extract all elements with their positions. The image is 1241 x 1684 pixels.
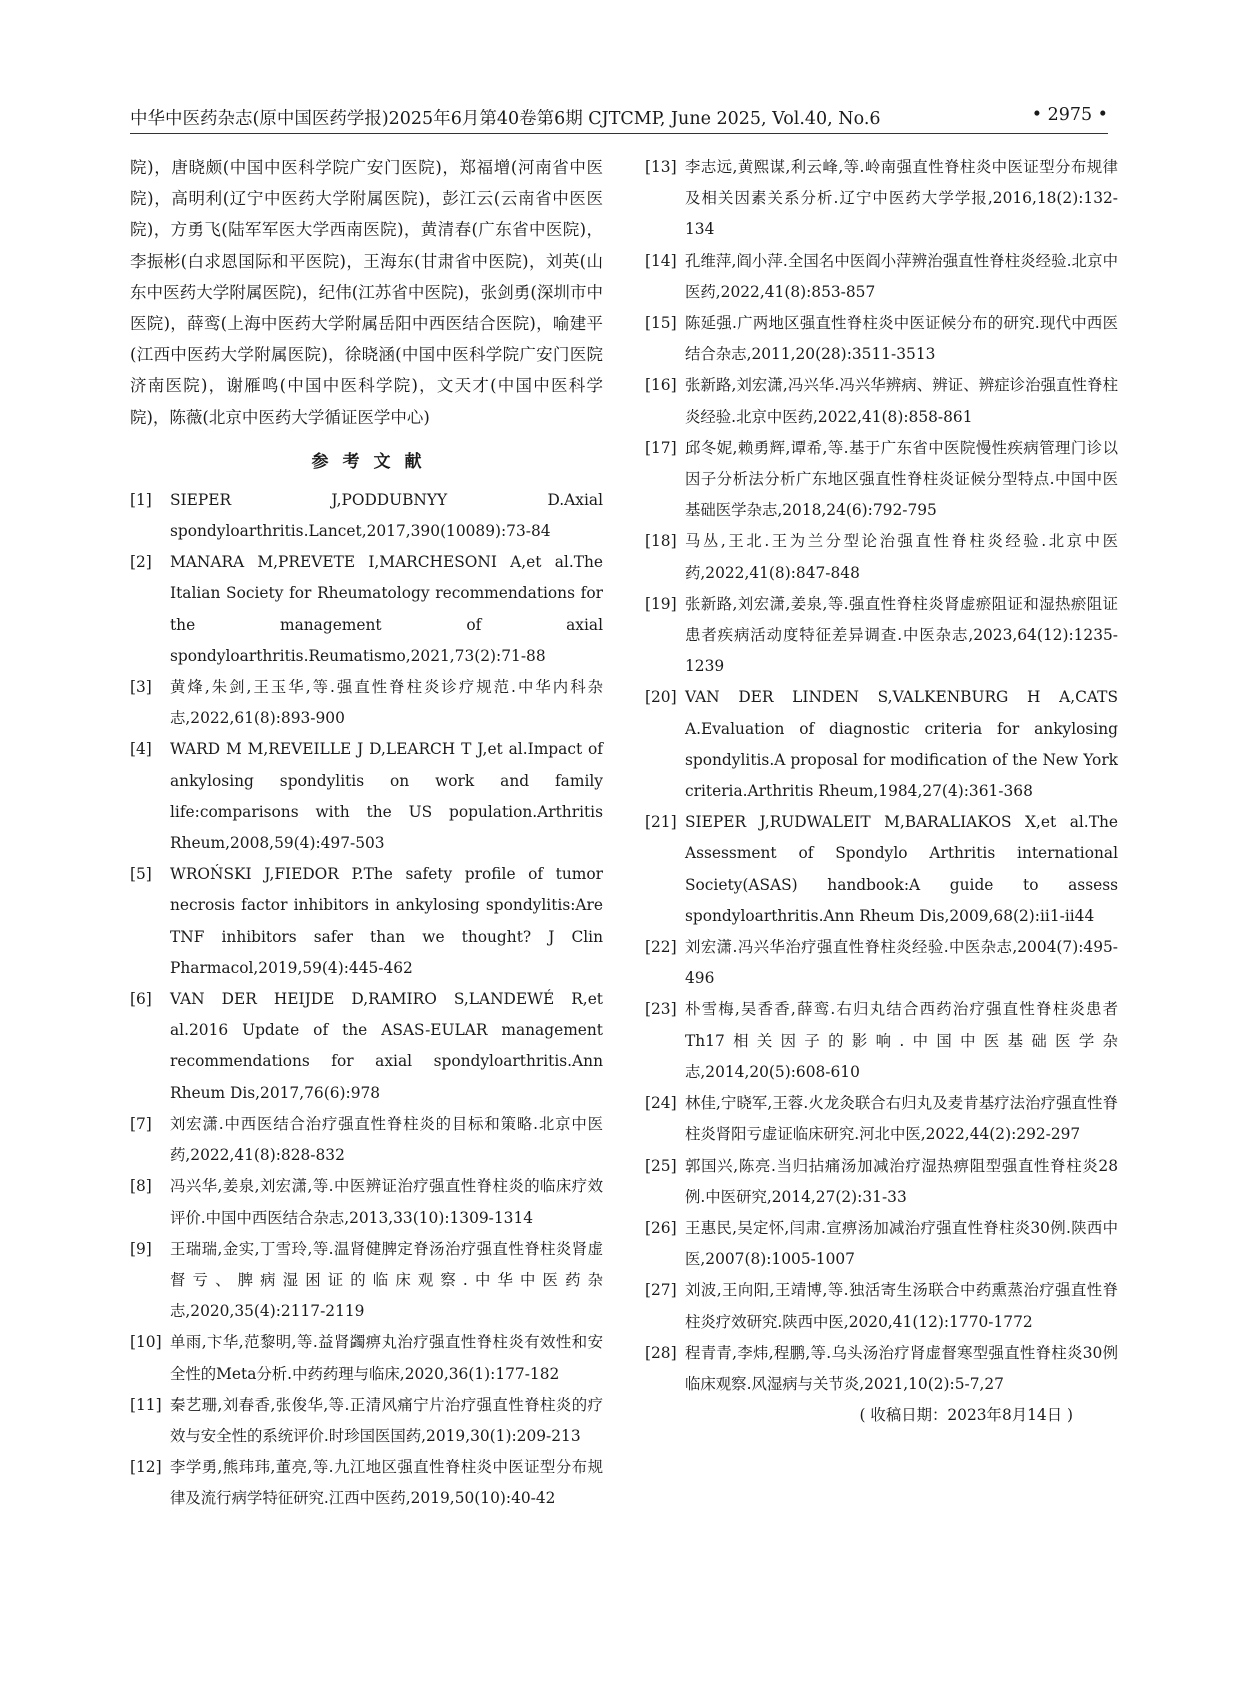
reference-text: 马丛,王北.王为兰分型论治强直性脊柱炎经验.北京中医药,2022,41(8):847-848 xyxy=(685,532,1118,582)
right-column xyxy=(645,152,1118,1431)
reference-text: 刘宏潇.冯兴华治疗强直性脊柱炎经验.中医杂志,2004(7):495-496 xyxy=(685,938,1118,988)
page-number: • 2975 • xyxy=(1031,105,1108,125)
reference-text: 张新路,刘宏潇,姜泉,等.强直性脊柱炎肾虚瘀阻证和湿热瘀阻证患者疾病活动度特征差异调查.中医杂志,2023,64(12):1235-1239 xyxy=(685,594,1118,676)
reference-number: [6] xyxy=(130,990,152,1009)
reference-text: VAN DER LINDEN S,VALKENBURG H A,CATS A.Evaluation of diagnostic criteria for ankylosing spondylitis.A proposal for modification of the New York criteria.Arthritis Rheum,1984,27(4):361-368 xyxy=(685,688,1118,801)
reference-text: SIEPER J,PODDUBNYY D.Axial spondyloarthritis.Lancet,2017,390(10089):73-84 xyxy=(170,490,603,541)
reference-item xyxy=(130,734,603,859)
reference-item xyxy=(645,682,1118,807)
reference-text: 李志远,黄熙谋,利云峰,等.岭南强直性脊柱炎中医证型分布规律及相关因素关系分析.辽宁中医药大学学报,2016,18(2):132-134 xyxy=(685,158,1118,239)
reference-number: [9] xyxy=(130,1239,152,1258)
reference-number: [7] xyxy=(130,1114,152,1133)
reference-item xyxy=(645,1275,1118,1337)
reference-number: [24] xyxy=(645,1094,677,1113)
reference-number: [5] xyxy=(130,865,152,884)
left-column xyxy=(130,152,603,1515)
reference-number: [20] xyxy=(645,688,677,707)
reference-text: 孔维萍,阎小萍.全国名中医阎小萍辨治强直性脊柱炎经验.北京中医药,2022,41(8):853-857 xyxy=(685,251,1118,301)
reference-text: 王瑞瑞,金实,丁雪玲,等.温肾健脾定脊汤治疗强直性脊柱炎肾虚督亏、脾病湿困证的临床观察.中华中医药杂志,2020,35(4):2117-2119 xyxy=(170,1239,603,1321)
reference-text: WARD M M,REVEILLE J D,LEARCH T J,et al.Impact of ankylosing spondylitis on work and family life:comparisons with the US population.Arthritis Rheum,2008,59(4):497-503 xyxy=(170,740,603,853)
reference-text: 郭国兴,陈亮.当归拈痛汤加减治疗湿热痹阻型强直性脊柱炎28例.中医研究,2014,27(2):31-33 xyxy=(685,1156,1118,1206)
reference-item xyxy=(645,589,1118,683)
reference-item xyxy=(645,152,1118,246)
reference-number: [1] xyxy=(130,490,152,509)
reference-item xyxy=(130,485,603,547)
reference-text: 张新路,刘宏潇,冯兴华.冯兴华辨病、辨证、辨症诊治强直性脊柱炎经验.北京中医药,2022,41(8):858-861 xyxy=(685,376,1118,426)
reference-text: 王惠民,吴定怀,闫肃.宣痹汤加减治疗强直性脊柱炎30例.陕西中医,2007(8):1005-1007 xyxy=(685,1218,1118,1269)
reference-text: MANARA M,PREVETE I,MARCHESONI A,et al.The Italian Society for Rheumatology recommendations for the management of axial spondyloarthritis.Reumatismo,2021,73(2):71-88 xyxy=(170,553,603,665)
reference-item xyxy=(645,1338,1118,1400)
page-header xyxy=(130,101,1108,131)
reference-text: 林佳,宁晓军,王蓉.火龙灸联合右归丸及麦肯基疗法治疗强直性脊柱炎肾阳亏虚证临床研究.河北中医,2022,44(2):292-297 xyxy=(685,1094,1118,1144)
reference-text: 陈延强.广两地区强直性脊柱炎中医证候分布的研究.现代中西医结合杂志,2011,20(28):3511-3513 xyxy=(685,314,1118,364)
reference-number: [26] xyxy=(645,1218,677,1237)
reference-item xyxy=(130,984,603,1109)
reference-text: SIEPER J,RUDWALEIT M,BARALIAKOS X,et al.The Assessment of Spondylo Arthritis international Society(ASAS) handbook:A guide to assess spondyloarthritis.Ann Rheum Dis,2009,68(2):ii1-ii44 xyxy=(685,813,1118,925)
reference-number: [8] xyxy=(130,1177,152,1196)
reference-number: [17] xyxy=(645,438,677,457)
reference-text: 冯兴华,姜泉,刘宏潇,等.中医辨证治疗强直性脊柱炎的临床疗效评价.中国中西医结合杂志,2013,33(10):1309-1314 xyxy=(170,1177,603,1227)
reference-number: [3] xyxy=(130,678,152,697)
reference-number: [10] xyxy=(130,1333,162,1352)
header-rule xyxy=(130,133,1108,134)
reference-text: 刘波,王向阳,王靖博,等.独活寄生汤联合中药熏蒸治疗强直性脊柱炎疗效研究.陕西中医,2020,41(12):1770-1772 xyxy=(685,1281,1118,1331)
reference-item xyxy=(645,807,1118,932)
reference-number: [21] xyxy=(645,813,677,832)
reference-number: [28] xyxy=(645,1343,677,1362)
reference-number: [25] xyxy=(645,1156,677,1175)
reference-number: [23] xyxy=(645,1000,677,1019)
reference-number: [12] xyxy=(130,1458,162,1477)
references-heading: 参考文献 xyxy=(311,451,436,472)
reference-item xyxy=(130,1109,603,1171)
reference-item xyxy=(130,859,603,984)
acknowledgement-text: 院)，唐晓颇(中国中医科学院广安门医院)，郑福增(河南省中医院)，高明利(辽宁中医药大学附属医院)，彭江云(云南省中医医院)，方勇飞(陆军军医大学西南医院)，黄清春(广东省中医院)，李振彬(白求恩国际和平医院)，王海东(甘肃省中医院)，刘英(山东中医药大学附属医院)，纪伟(江苏省中医院)，张剑勇(深圳市中医院)，薛鸾(上海中医药大学附属岳阳中西医结合医院)，喻建平(江西中医药大学附属医院)，徐晓涵(中国中医科学院广安门医院济南医院)，谢雁鸣(中国中医科学院)，文天才(中国中医科学院)，陈薇(北京中医药大学循证医学中心) xyxy=(130,158,603,427)
reference-item xyxy=(130,1452,603,1514)
reference-text: 秦艺珊,刘春香,张俊华,等.正清风痛宁片治疗强直性脊柱炎的疗效与安全性的系统评价.时珍国医国药,2019,30(1):209-213 xyxy=(170,1395,603,1445)
reference-item xyxy=(645,433,1118,527)
journal-running-head: 中华中医药杂志(原中国医药学报)2025年6月第40卷第6期 CJTCMP, June 2025, Vol.40, No.6 xyxy=(130,109,881,129)
reference-text: 邱冬妮,赖勇辉,谭希,等.基于广东省中医院慢性疾病管理门诊以因子分析法分析广东地区强直性脊柱炎证候分型特点.中国中医基础医学杂志,2018,24(6):792-795 xyxy=(685,438,1118,520)
reference-item xyxy=(645,308,1118,370)
reference-item xyxy=(645,526,1118,588)
reference-number: [19] xyxy=(645,594,677,613)
reference-number: [14] xyxy=(645,251,677,270)
reference-text: 程青青,李炜,程鹏,等.乌头汤治疗肾虚督寒型强直性脊柱炎30例临床观察.风湿病与关节炎,2021,10(2):5-7,27 xyxy=(685,1343,1118,1393)
reference-item xyxy=(645,1151,1118,1213)
reference-item xyxy=(645,994,1118,1088)
reference-number: [4] xyxy=(130,740,152,759)
reference-item xyxy=(645,1213,1118,1275)
reference-item xyxy=(645,370,1118,432)
reference-text: 黄烽,朱剑,王玉华,等.强直性脊柱炎诊疗规范.中华内科杂志,2022,61(8):893-900 xyxy=(170,678,603,728)
references-list-right xyxy=(645,152,1118,1400)
reference-item xyxy=(130,1171,603,1233)
references-list-left xyxy=(130,485,603,1515)
reference-number: [18] xyxy=(645,532,677,551)
reference-item xyxy=(645,932,1118,994)
reference-number: [16] xyxy=(645,376,677,395)
reference-item xyxy=(130,547,603,672)
reference-text: 朴雪梅,吴香香,薛鸾.右归丸结合西药治疗强直性脊柱炎患者Th17相关因子的影响.中国中医基础医学杂志,2014,20(5):608-610 xyxy=(685,1000,1118,1081)
received-date: ( 收稿日期：2023年8月14日 ) xyxy=(859,1406,1073,1425)
reference-text: 李学勇,熊玮玮,董亮,等.九江地区强直性脊柱炎中医证型分布规律及流行病学特征研究.江西中医药,2019,50(10):40-42 xyxy=(170,1458,603,1508)
reference-number: [15] xyxy=(645,314,677,333)
reference-number: [2] xyxy=(130,553,152,572)
reference-number: [22] xyxy=(645,938,677,957)
reference-item xyxy=(645,1088,1118,1150)
reference-item xyxy=(645,246,1118,308)
reference-item xyxy=(130,672,603,734)
reference-text: 刘宏潇.中西医结合治疗强直性脊柱炎的目标和策略.北京中医药,2022,41(8):828-832 xyxy=(170,1114,603,1165)
reference-number: [27] xyxy=(645,1281,677,1300)
reference-number: [13] xyxy=(645,158,677,176)
reference-item xyxy=(130,1327,603,1389)
reference-item xyxy=(130,1390,603,1452)
reference-item xyxy=(130,1234,603,1328)
reference-text: WROŃSKI J,FIEDOR P.The safety profile of tumor necrosis factor inhibitors in ankylosing spondylitis:Are TNF inhibitors safer than we thought? J Clin Pharmacol,2019,59(4):445-462 xyxy=(170,865,603,977)
reference-number: [11] xyxy=(130,1395,162,1414)
reference-text: VAN DER HEIJDE D,RAMIRO S,LANDEWÉ R,et al.2016 Update of the ASAS-EULAR management recommendations for axial spondyloarthritis.Ann Rheum Dis,2017,76(6):978 xyxy=(170,990,603,1102)
reference-text: 单雨,卞华,范黎明,等.益肾蠲痹丸治疗强直性脊柱炎有效性和安全性的Meta分析.中药药理与临床,2020,36(1):177-182 xyxy=(170,1333,603,1383)
